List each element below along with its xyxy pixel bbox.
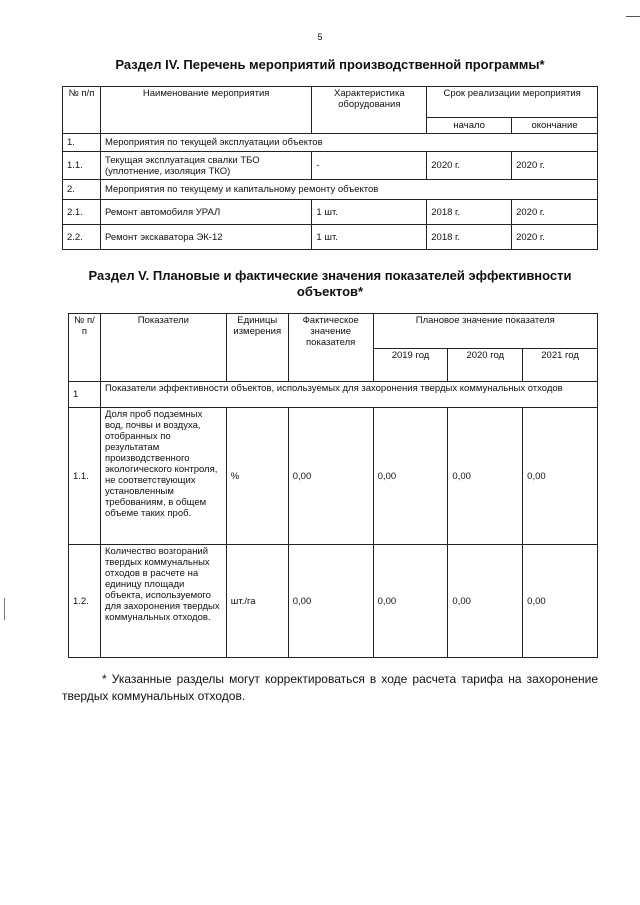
header-num: № п/п	[63, 87, 101, 134]
end-value: 2020 г.	[512, 225, 598, 250]
start-value: 2018 г.	[427, 200, 512, 225]
row-num: 1.	[63, 134, 101, 152]
header-start: начало	[427, 118, 512, 134]
header-2021: 2021 год	[523, 349, 598, 382]
value-2019: 0,00	[373, 408, 448, 545]
header-unit: Единицы измерения	[226, 314, 288, 382]
section-5-title: Раздел V. Плановые и фактические значения показателей эффективности объектов*	[88, 268, 572, 299]
value-2021: 0,00	[523, 408, 598, 545]
row-num: 1.2.	[69, 545, 101, 658]
section-4-table	[62, 86, 598, 250]
footnote-text: * Указанные разделы могут корректироваться в ходе расчета тарифа на захоронение твердых коммунальных отходов.	[62, 672, 598, 703]
unit-value: шт./га	[226, 545, 288, 658]
value-2021: 0,00	[523, 545, 598, 658]
actual-value: 0,00	[288, 408, 373, 545]
value-2020: 0,00	[448, 408, 523, 545]
header-period: Срок реализации мероприятия	[427, 87, 598, 118]
equipment-value: 1 шт.	[312, 200, 427, 225]
equipment-value: -	[312, 152, 427, 180]
header-name: Наименование мероприятия	[100, 87, 311, 134]
page-corner-mark	[626, 16, 640, 17]
header-equipment: Характеристика оборудования	[312, 87, 427, 134]
row-num: 1	[69, 382, 101, 408]
value-2019: 0,00	[373, 545, 448, 658]
section-4-title: Раздел IV. Перечень мероприятий производственной программы*	[115, 57, 545, 72]
unit-value: %	[226, 408, 288, 545]
value-2020: 0,00	[448, 545, 523, 658]
row-num: 1.1.	[69, 408, 101, 545]
row-num: 1.1.	[63, 152, 101, 180]
indicator-name: Количество возгораний твердых коммунальных отходов в расчете на единицу площади объекта, используемого для захоронения твердых коммунальных отходов.	[100, 545, 226, 658]
end-value: 2020 г.	[512, 152, 598, 180]
header-2019: 2019 год	[373, 349, 448, 382]
group-row-label: Мероприятия по текущей эксплуатации объектов	[100, 134, 597, 152]
header-planned: Плановое значение показателя	[373, 314, 597, 349]
header-2020: 2020 год	[448, 349, 523, 382]
activity-name: Ремонт автомобиля УРАЛ	[100, 200, 311, 225]
footnote	[62, 671, 598, 705]
section-5-table	[68, 313, 598, 658]
group-row-label: Мероприятия по текущему и капитальному ремонту объектов	[100, 180, 597, 200]
header-indicator: Показатели	[100, 314, 226, 382]
margin-mark	[4, 598, 5, 620]
row-num: 2.	[63, 180, 101, 200]
equipment-value: 1 шт.	[312, 225, 427, 250]
indicator-name: Доля проб подземных вод, почвы и воздуха, отобранных по результатам производственного экологического контроля, не соответствующих установленным требованиям, в общем объеме таких проб.	[100, 408, 226, 545]
start-value: 2018 г.	[427, 225, 512, 250]
actual-value: 0,00	[288, 545, 373, 658]
page-number: 5	[317, 32, 323, 42]
group-row-label: Показатели эффективности объектов, используемых для захоронения твердых коммунальных отходов	[100, 382, 597, 408]
activity-name: Текущая эксплуатация свалки ТБО (уплотнение, изоляция ТКО)	[100, 152, 311, 180]
header-actual: Фактическое значение показателя	[288, 314, 373, 382]
start-value: 2020 г.	[427, 152, 512, 180]
row-num: 2.2.	[63, 225, 101, 250]
activity-name: Ремонт экскаватора ЭК-12	[100, 225, 311, 250]
end-value: 2020 г.	[512, 200, 598, 225]
header-end: окончание	[512, 118, 598, 134]
header-num: № п/п	[69, 314, 101, 382]
row-num: 2.1.	[63, 200, 101, 225]
